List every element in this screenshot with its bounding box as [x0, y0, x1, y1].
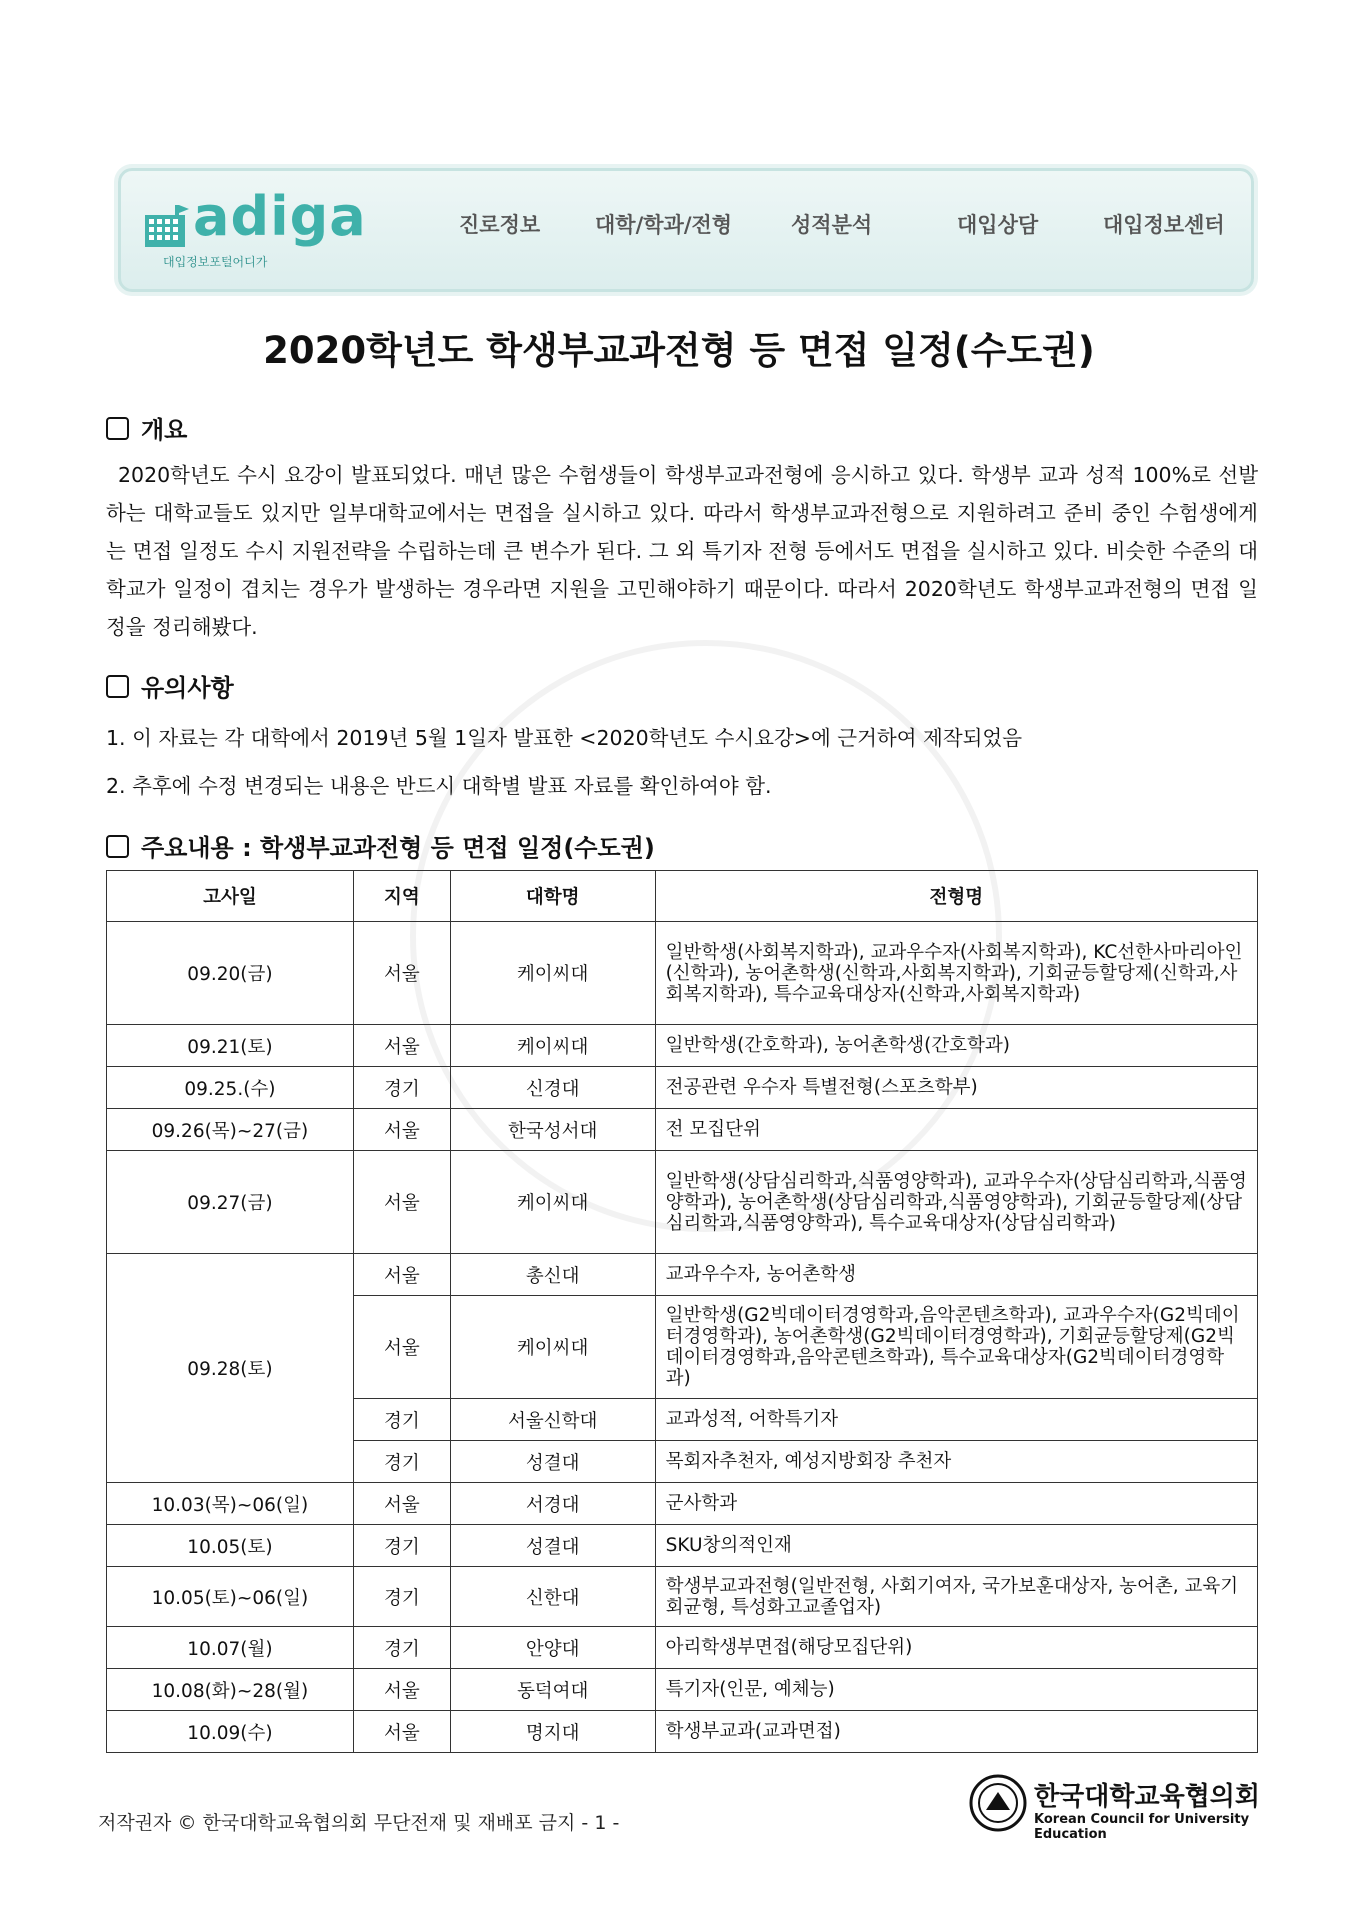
- cell-university: 신한대: [450, 1567, 655, 1627]
- cell-date: 10.07(월): [107, 1627, 354, 1669]
- cell-date: 10.05(토): [107, 1525, 354, 1567]
- cell-date: 10.08(화)~28(월): [107, 1669, 354, 1711]
- cell-university: 성결대: [450, 1441, 655, 1483]
- cell-region: 경기: [353, 1067, 450, 1109]
- nav-counseling[interactable]: 대입상담: [957, 213, 1039, 237]
- interview-schedule-table: [106, 870, 1258, 1753]
- cell-date: 09.26(목)~27(금): [107, 1109, 354, 1151]
- cell-university: 성결대: [450, 1525, 655, 1567]
- cell-admission-type: 학생부교과(교과면접): [655, 1711, 1257, 1753]
- main-heading-text: 주요내용 : 학생부교과전형 등 면접 일정(수도권): [141, 834, 655, 862]
- table-row: [107, 1567, 1258, 1627]
- cell-region: 경기: [353, 1441, 450, 1483]
- cell-admission-type: SKU창의적인재: [655, 1525, 1257, 1567]
- table-row: [107, 1669, 1258, 1711]
- cell-region: 서울: [353, 1109, 450, 1151]
- cell-region: 서울: [353, 1025, 450, 1067]
- cell-admission-type: 군사학과: [655, 1483, 1257, 1525]
- cell-region: 서울: [353, 1711, 450, 1753]
- cell-university: 신경대: [450, 1067, 655, 1109]
- cell-region: 서울: [353, 1254, 450, 1296]
- logo-text: adiga: [193, 185, 367, 248]
- nav-score-analysis[interactable]: 성적분석: [791, 213, 873, 237]
- overview-heading: [106, 410, 187, 445]
- header-region: 지역: [353, 871, 450, 922]
- cell-date: 10.09(수): [107, 1711, 354, 1753]
- cell-region: 서울: [353, 922, 450, 1025]
- kcue-logo: [968, 1770, 1268, 1840]
- checkbox-icon: [106, 675, 129, 698]
- nav-info-center[interactable]: 대입정보센터: [1103, 213, 1225, 237]
- table-row: [107, 1109, 1258, 1151]
- cell-admission-type: 특기자(인문, 예체능): [655, 1669, 1257, 1711]
- cell-region: 경기: [353, 1627, 450, 1669]
- cell-university: 총신대: [450, 1254, 655, 1296]
- cell-admission-type: 일반학생(G2빅데이터경영학과,음악콘텐츠학과), 교과우수자(G2빅데이터경영학과), 농어촌학생(G2빅데이터경영학과), 기회균등할당제(G2빅데이터경영학과,음악콘텐츠학과), 특수교육대상자(G2빅데이터경영학과): [655, 1296, 1257, 1399]
- overview-heading-text: 개요: [141, 416, 188, 444]
- cell-date: 10.05(토)~06(일): [107, 1567, 354, 1627]
- kcue-emblem-icon: [968, 1770, 1028, 1836]
- cell-admission-type: 일반학생(사회복지학과), 교과우수자(사회복지학과), KC선한사마리아인(신학과), 농어촌학생(신학과,사회복지학과), 기회균등할당제(신학과,사회복지학과), 특수교육대상자(신학과,사회복지학과): [655, 922, 1257, 1025]
- cell-admission-type: 아리학생부면접(해당모집단위): [655, 1627, 1257, 1669]
- building-icon: [139, 205, 193, 251]
- table-row: [107, 1151, 1258, 1254]
- cell-region: 서울: [353, 1669, 450, 1711]
- header-date: 고사일: [107, 871, 354, 922]
- checkbox-icon: [106, 835, 129, 858]
- table-row: [107, 1483, 1258, 1525]
- copyright-footer: 저작권자 © 한국대학교육협의회 무단전재 및 재배포 금지 - 1 -: [98, 1812, 620, 1834]
- table-row: [107, 1627, 1258, 1669]
- table-row: [107, 1025, 1258, 1067]
- cell-admission-type: 전공관련 우수자 특별전형(스포츠학부): [655, 1067, 1257, 1109]
- cell-university: 안양대: [450, 1627, 655, 1669]
- table-row: [107, 1254, 1258, 1296]
- table-row: [107, 1525, 1258, 1567]
- notes-heading: [106, 668, 234, 703]
- adiga-logo[interactable]: [139, 187, 374, 273]
- page-title: 2020학년도 학생부교과전형 등 면접 일정(수도권): [263, 329, 1095, 372]
- cell-university: 케이씨대: [450, 1296, 655, 1399]
- header-banner: [118, 168, 1254, 292]
- cell-admission-type: 목회자추천자, 예성지방회장 추천자: [655, 1441, 1257, 1483]
- cell-date: 09.27(금): [107, 1151, 354, 1254]
- cell-admission-type: 교과우수자, 농어촌학생: [655, 1254, 1257, 1296]
- main-heading: [106, 828, 655, 863]
- cell-university: 케이씨대: [450, 1151, 655, 1254]
- cell-university: 케이씨대: [450, 922, 655, 1025]
- cell-admission-type: 전 모집단위: [655, 1109, 1257, 1151]
- cell-admission-type: 교과성적, 어학특기자: [655, 1399, 1257, 1441]
- cell-date: 10.03(목)~06(일): [107, 1483, 354, 1525]
- note-item: 2. 추후에 수정 변경되는 내용은 반드시 대학별 발표 자료를 확인하여야 함.: [106, 774, 772, 798]
- cell-admission-type: 학생부교과전형(일반전형, 사회기여자, 국가보훈대상자, 농어촌, 교육기회균형, 특성화고교졸업자): [655, 1567, 1257, 1627]
- cell-region: 경기: [353, 1399, 450, 1441]
- cell-date: 09.28(토): [107, 1254, 354, 1483]
- overview-text: 2020학년도 수시 요강이 발표되었다. 매년 많은 수험생들이 학생부교과전형에 응시하고 있다. 학생부 교과 성적 100%로 선발하는 대학교들도 있지만 일부대학교에서는 면접을 실시하고 있다. 따라서 학생부교과전형으로 지원하려고 준비 중인 수험생에게는 면접 일정도 수시 지원전략을 수립하는데 큰 변수가 된다. 그 외 특기자 전형 등에서도 면접을 실시하고 있다. 비슷한 수준의 대학교가 일정이 겹치는 경우가 발생하는 경우라면 지원을 고민해야하기 때문이다. 따라서 2020학년도 학생부교과전형의 면접 일정을 정리해봤다.: [106, 463, 1258, 639]
- table-row: [107, 1711, 1258, 1753]
- nav-career[interactable]: 진로정보: [459, 213, 541, 237]
- checkbox-icon: [106, 417, 129, 440]
- cell-date: 09.21(토): [107, 1025, 354, 1067]
- cell-region: 경기: [353, 1525, 450, 1567]
- header-admission-type: 전형명: [655, 871, 1257, 922]
- notes-heading-text: 유의사항: [141, 674, 234, 702]
- table-row: [107, 1067, 1258, 1109]
- cell-region: 서울: [353, 1483, 450, 1525]
- header-university: 대학명: [450, 871, 655, 922]
- cell-university: 한국성서대: [450, 1109, 655, 1151]
- org-name: 한국대학교육협의회: [1034, 1782, 1261, 1812]
- cell-university: 동덕여대: [450, 1669, 655, 1711]
- cell-date: 09.25.(수): [107, 1067, 354, 1109]
- nav-university[interactable]: 대학/학과/전형: [595, 213, 733, 237]
- cell-admission-type: 일반학생(상담심리학과,식품영양학과), 교과우수자(상담심리학과,식품영양학과), 농어촌학생(상담심리학과,식품영양학과), 기회균등할당제(상담심리학과,식품영양학과), 특수교육대상자(상담심리학과): [655, 1151, 1257, 1254]
- cell-university: 서울신학대: [450, 1399, 655, 1441]
- table-row: [107, 922, 1258, 1025]
- org-name-en: Korean Council for University Education: [1034, 1812, 1250, 1842]
- cell-university: 명지대: [450, 1711, 655, 1753]
- cell-region: 서울: [353, 1151, 450, 1254]
- table-header-row: [107, 871, 1258, 922]
- cell-admission-type: 일반학생(간호학과), 농어촌학생(간호학과): [655, 1025, 1257, 1067]
- cell-university: 서경대: [450, 1483, 655, 1525]
- note-item: 1. 이 자료는 각 대학에서 2019년 5월 1일자 발표한 <2020학년도 수시요강>에 근거하여 제작되었음: [106, 726, 1023, 750]
- cell-region: 서울: [353, 1296, 450, 1399]
- logo-subtitle: 대입정보포털어디가: [163, 255, 268, 269]
- cell-university: 케이씨대: [450, 1025, 655, 1067]
- cell-region: 경기: [353, 1567, 450, 1627]
- cell-date: 09.20(금): [107, 922, 354, 1025]
